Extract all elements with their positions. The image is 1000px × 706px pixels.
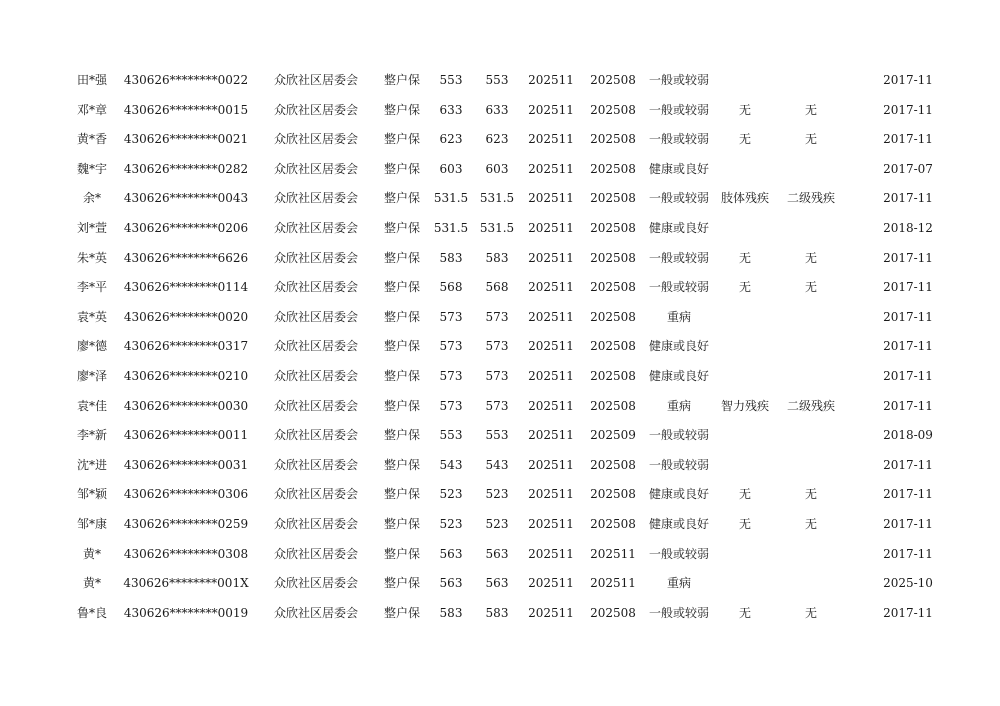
cell-id-number: 430626********0306 bbox=[123, 487, 249, 502]
cell-name: 李*新 bbox=[76, 428, 107, 443]
cell-name: 袁*佳 bbox=[76, 398, 107, 413]
cell-id-number: 430626********0206 bbox=[123, 220, 249, 235]
cell-health-status: 一般或较弱 bbox=[648, 605, 709, 620]
cell-amount-total: 563 bbox=[485, 546, 509, 561]
cell-issue-month: 202511 bbox=[528, 516, 574, 531]
table-row bbox=[68, 392, 940, 422]
records-body bbox=[68, 66, 940, 628]
table-row bbox=[68, 96, 940, 126]
cell-disability-type bbox=[714, 66, 776, 96]
cell-name: 黄*香 bbox=[76, 132, 107, 147]
cell-start-month: 202508 bbox=[590, 191, 636, 206]
cell-amount-total: 583 bbox=[485, 605, 509, 620]
cell-spacer bbox=[846, 332, 876, 362]
cell-approval-date: 2017-11 bbox=[883, 487, 933, 502]
cell-approval-date: 2017-11 bbox=[883, 457, 933, 472]
cell-id-number: 430626********0022 bbox=[123, 73, 249, 87]
cell-issue-month: 202511 bbox=[528, 457, 574, 472]
cell-organization: 众欣社区居委会 bbox=[273, 280, 358, 295]
cell-disability-level bbox=[776, 332, 846, 362]
cell-amount-total: 573 bbox=[485, 398, 509, 413]
table-row bbox=[68, 510, 940, 540]
cell-spacer bbox=[846, 599, 876, 629]
cell-name: 邹*康 bbox=[76, 516, 107, 531]
cell-disability-type: 无 bbox=[738, 605, 751, 620]
cell-health-status: 重病 bbox=[666, 398, 691, 413]
cell-issue-month: 202511 bbox=[528, 309, 574, 324]
cell-disability-type: 无 bbox=[738, 102, 751, 117]
cell-health-status: 一般或较弱 bbox=[648, 457, 709, 472]
cell-approval-date: 2017-11 bbox=[883, 309, 933, 324]
cell-disability-level: 无 bbox=[804, 280, 817, 295]
cell-start-month: 202508 bbox=[590, 487, 636, 502]
cell-spacer bbox=[846, 273, 876, 303]
cell-amount-total: 553 bbox=[485, 428, 509, 443]
cell-disability-level: 无 bbox=[804, 102, 817, 117]
cell-approval-date: 2017-07 bbox=[883, 161, 933, 176]
cell-organization: 众欣社区居委会 bbox=[273, 368, 358, 383]
cell-organization: 众欣社区居委会 bbox=[273, 398, 358, 413]
cell-start-month: 202508 bbox=[590, 516, 636, 531]
cell-organization: 众欣社区居委会 bbox=[273, 73, 358, 87]
cell-assistance-type: 整户保 bbox=[383, 339, 420, 354]
cell-spacer bbox=[846, 214, 876, 244]
cell-disability-type: 无 bbox=[738, 516, 751, 531]
cell-assistance-type: 整户保 bbox=[383, 250, 420, 265]
cell-disability-type bbox=[714, 214, 776, 244]
cell-disability-type bbox=[714, 569, 776, 599]
cell-disability-type bbox=[714, 540, 776, 570]
cell-id-number: 430626********0020 bbox=[123, 309, 249, 324]
cell-approval-date: 2017-11 bbox=[883, 516, 933, 531]
cell-health-status: 一般或较弱 bbox=[648, 132, 709, 147]
cell-health-status: 一般或较弱 bbox=[648, 73, 709, 87]
cell-name: 刘*萱 bbox=[76, 220, 107, 235]
cell-spacer bbox=[846, 362, 876, 392]
cell-amount-total: 633 bbox=[485, 102, 509, 117]
table-row bbox=[68, 540, 940, 570]
cell-name: 魏*宇 bbox=[76, 161, 107, 176]
table-row bbox=[68, 362, 940, 392]
cell-disability-type: 无 bbox=[738, 487, 751, 502]
cell-issue-month: 202511 bbox=[528, 487, 574, 502]
cell-issue-month: 202511 bbox=[528, 161, 574, 176]
cell-organization: 众欣社区居委会 bbox=[273, 605, 358, 620]
cell-amount: 633 bbox=[439, 102, 463, 117]
cell-approval-date: 2017-11 bbox=[883, 605, 933, 620]
cell-amount-total: 583 bbox=[485, 250, 509, 265]
cell-health-status: 一般或较弱 bbox=[648, 102, 709, 117]
table-row bbox=[68, 125, 940, 155]
table-row bbox=[68, 569, 940, 599]
cell-amount-total: 573 bbox=[485, 368, 509, 383]
cell-disability-type: 智力残疾 bbox=[720, 398, 769, 413]
cell-disability-type bbox=[714, 362, 776, 392]
cell-amount: 573 bbox=[439, 309, 463, 324]
cell-issue-month: 202511 bbox=[528, 368, 574, 383]
cell-organization: 众欣社区居委会 bbox=[273, 339, 358, 354]
cell-assistance-type: 整户保 bbox=[383, 428, 420, 443]
cell-spacer bbox=[846, 184, 876, 214]
cell-disability-level bbox=[776, 569, 846, 599]
cell-health-status: 健康或良好 bbox=[648, 339, 709, 354]
cell-issue-month: 202511 bbox=[528, 250, 574, 265]
cell-disability-type: 无 bbox=[738, 280, 751, 295]
table-row bbox=[68, 421, 940, 451]
cell-organization: 众欣社区居委会 bbox=[273, 191, 358, 206]
cell-spacer bbox=[846, 244, 876, 274]
cell-spacer bbox=[846, 510, 876, 540]
cell-disability-type bbox=[714, 332, 776, 362]
cell-assistance-type: 整户保 bbox=[383, 487, 420, 502]
cell-disability-level: 二级残疾 bbox=[786, 191, 835, 206]
cell-amount: 543 bbox=[439, 457, 463, 472]
cell-organization: 众欣社区居委会 bbox=[273, 309, 358, 324]
cell-issue-month: 202511 bbox=[528, 220, 574, 235]
cell-issue-month: 202511 bbox=[528, 546, 574, 561]
cell-issue-month: 202511 bbox=[528, 132, 574, 147]
cell-amount-total: 563 bbox=[485, 576, 509, 591]
cell-spacer bbox=[846, 421, 876, 451]
cell-id-number: 430626********0019 bbox=[123, 605, 249, 620]
cell-amount: 553 bbox=[439, 428, 463, 443]
cell-disability-type bbox=[714, 421, 776, 451]
table-row bbox=[68, 66, 940, 96]
cell-spacer bbox=[846, 540, 876, 570]
cell-name: 朱*英 bbox=[76, 250, 107, 265]
cell-disability-type: 无 bbox=[738, 132, 751, 147]
cell-assistance-type: 整户保 bbox=[383, 516, 420, 531]
cell-approval-date: 2017-11 bbox=[883, 339, 933, 354]
cell-start-month: 202511 bbox=[590, 546, 636, 561]
cell-start-month: 202509 bbox=[590, 428, 636, 443]
cell-approval-date: 2017-11 bbox=[883, 191, 933, 206]
cell-amount: 531.5 bbox=[433, 191, 469, 206]
cell-start-month: 202508 bbox=[590, 102, 636, 117]
cell-name: 李*平 bbox=[76, 280, 107, 295]
cell-organization: 众欣社区居委会 bbox=[273, 220, 358, 235]
cell-assistance-type: 整户保 bbox=[383, 576, 420, 591]
cell-start-month: 202508 bbox=[590, 398, 636, 413]
cell-disability-level: 无 bbox=[804, 487, 817, 502]
cell-id-number: 430626********0031 bbox=[123, 457, 249, 472]
cell-health-status: 一般或较弱 bbox=[648, 191, 709, 206]
cell-organization: 众欣社区居委会 bbox=[273, 487, 358, 502]
table-row bbox=[68, 303, 940, 333]
cell-organization: 众欣社区居委会 bbox=[273, 457, 358, 472]
table-row bbox=[68, 184, 940, 214]
cell-organization: 众欣社区居委会 bbox=[273, 576, 358, 591]
cell-amount-total: 603 bbox=[485, 161, 509, 176]
cell-start-month: 202508 bbox=[590, 457, 636, 472]
cell-issue-month: 202511 bbox=[528, 73, 574, 87]
table-row bbox=[68, 214, 940, 244]
cell-approval-date: 2017-11 bbox=[883, 546, 933, 561]
cell-assistance-type: 整户保 bbox=[383, 132, 420, 147]
cell-spacer bbox=[846, 155, 876, 185]
table-row bbox=[68, 332, 940, 362]
table-row bbox=[68, 155, 940, 185]
cell-spacer bbox=[846, 451, 876, 481]
cell-amount: 573 bbox=[439, 398, 463, 413]
cell-spacer bbox=[846, 96, 876, 126]
table-row bbox=[68, 451, 940, 481]
cell-disability-level bbox=[776, 362, 846, 392]
cell-amount: 531.5 bbox=[433, 220, 469, 235]
cell-assistance-type: 整户保 bbox=[383, 161, 420, 176]
cell-approval-date: 2017-11 bbox=[883, 368, 933, 383]
cell-start-month: 202508 bbox=[590, 220, 636, 235]
cell-amount-total: 568 bbox=[485, 280, 509, 295]
cell-start-month: 202508 bbox=[590, 161, 636, 176]
cell-disability-level: 二级残疾 bbox=[786, 398, 835, 413]
cell-organization: 众欣社区居委会 bbox=[273, 428, 358, 443]
cell-organization: 众欣社区居委会 bbox=[273, 132, 358, 147]
cell-disability-level: 无 bbox=[804, 132, 817, 147]
cell-issue-month: 202511 bbox=[528, 191, 574, 206]
cell-id-number: 430626********0317 bbox=[123, 339, 249, 354]
cell-organization: 众欣社区居委会 bbox=[273, 546, 358, 561]
records-table bbox=[68, 66, 940, 628]
cell-disability-type bbox=[714, 303, 776, 333]
cell-disability-level bbox=[776, 451, 846, 481]
cell-approval-date: 2025-10 bbox=[883, 576, 933, 591]
cell-issue-month: 202511 bbox=[528, 398, 574, 413]
cell-start-month: 202508 bbox=[590, 605, 636, 620]
cell-issue-month: 202511 bbox=[528, 428, 574, 443]
cell-amount-total: 523 bbox=[485, 516, 509, 531]
cell-assistance-type: 整户保 bbox=[383, 73, 420, 87]
cell-health-status: 健康或良好 bbox=[648, 161, 709, 176]
cell-health-status: 一般或较弱 bbox=[648, 546, 709, 561]
cell-health-status: 一般或较弱 bbox=[648, 280, 709, 295]
cell-issue-month: 202511 bbox=[528, 339, 574, 354]
cell-health-status: 一般或较弱 bbox=[648, 250, 709, 265]
cell-approval-date: 2017-11 bbox=[883, 102, 933, 117]
cell-amount-total: 553 bbox=[485, 73, 509, 87]
cell-spacer bbox=[846, 569, 876, 599]
cell-assistance-type: 整户保 bbox=[383, 220, 420, 235]
cell-start-month: 202508 bbox=[590, 73, 636, 87]
cell-health-status: 健康或良好 bbox=[648, 368, 709, 383]
cell-organization: 众欣社区居委会 bbox=[273, 250, 358, 265]
cell-approval-date: 2017-11 bbox=[883, 280, 933, 295]
cell-disability-level: 无 bbox=[804, 605, 817, 620]
cell-name: 鲁*良 bbox=[76, 605, 107, 620]
cell-start-month: 202508 bbox=[590, 368, 636, 383]
cell-amount: 553 bbox=[439, 73, 463, 87]
cell-id-number: 430626********6626 bbox=[123, 250, 249, 265]
cell-start-month: 202508 bbox=[590, 280, 636, 295]
cell-amount-total: 623 bbox=[485, 132, 509, 147]
cell-disability-level bbox=[776, 155, 846, 185]
cell-id-number: 430626********0011 bbox=[123, 428, 249, 443]
cell-name: 邹*颖 bbox=[76, 487, 107, 502]
cell-id-number: 430626********0210 bbox=[123, 368, 249, 383]
cell-disability-level: 无 bbox=[804, 250, 817, 265]
cell-organization: 众欣社区居委会 bbox=[273, 161, 358, 176]
cell-disability-type bbox=[714, 155, 776, 185]
cell-approval-date: 2017-11 bbox=[883, 398, 933, 413]
cell-name: 黄* bbox=[82, 546, 101, 561]
cell-amount: 603 bbox=[439, 161, 463, 176]
cell-disability-level bbox=[776, 66, 846, 96]
cell-id-number: 430626********0021 bbox=[123, 132, 249, 147]
cell-spacer bbox=[846, 303, 876, 333]
table-row bbox=[68, 244, 940, 274]
cell-assistance-type: 整户保 bbox=[383, 280, 420, 295]
cell-assistance-type: 整户保 bbox=[383, 309, 420, 324]
cell-spacer bbox=[846, 125, 876, 155]
cell-spacer bbox=[846, 66, 876, 96]
cell-amount-total: 531.5 bbox=[479, 191, 515, 206]
cell-organization: 众欣社区居委会 bbox=[273, 516, 358, 531]
cell-approval-date: 2017-11 bbox=[883, 250, 933, 265]
cell-health-status: 健康或良好 bbox=[648, 487, 709, 502]
cell-id-number: 430626********0259 bbox=[123, 516, 249, 531]
cell-disability-type: 肢体残疾 bbox=[720, 191, 769, 206]
cell-amount-total: 523 bbox=[485, 487, 509, 502]
cell-start-month: 202508 bbox=[590, 132, 636, 147]
cell-id-number: 430626********001X bbox=[123, 576, 249, 591]
cell-amount-total: 573 bbox=[485, 309, 509, 324]
cell-name: 余* bbox=[82, 191, 101, 206]
cell-id-number: 430626********0030 bbox=[123, 398, 249, 413]
cell-issue-month: 202511 bbox=[528, 576, 574, 591]
cell-disability-level: 无 bbox=[804, 516, 817, 531]
cell-id-number: 430626********0043 bbox=[123, 191, 249, 206]
cell-amount-total: 543 bbox=[485, 457, 509, 472]
cell-amount: 583 bbox=[439, 250, 463, 265]
cell-issue-month: 202511 bbox=[528, 102, 574, 117]
table-row bbox=[68, 599, 940, 629]
cell-assistance-type: 整户保 bbox=[383, 102, 420, 117]
cell-spacer bbox=[846, 392, 876, 422]
cell-amount: 523 bbox=[439, 487, 463, 502]
cell-start-month: 202511 bbox=[590, 576, 636, 591]
cell-disability-level bbox=[776, 421, 846, 451]
cell-disability-level bbox=[776, 303, 846, 333]
cell-health-status: 健康或良好 bbox=[648, 516, 709, 531]
cell-name: 廖*泽 bbox=[76, 368, 107, 383]
cell-name: 袁*英 bbox=[76, 309, 107, 324]
cell-amount: 568 bbox=[439, 280, 463, 295]
cell-assistance-type: 整户保 bbox=[383, 605, 420, 620]
cell-amount: 573 bbox=[439, 368, 463, 383]
cell-disability-type: 无 bbox=[738, 250, 751, 265]
cell-name: 沈*进 bbox=[76, 457, 107, 472]
cell-amount: 563 bbox=[439, 576, 463, 591]
cell-assistance-type: 整户保 bbox=[383, 368, 420, 383]
cell-health-status: 一般或较弱 bbox=[648, 428, 709, 443]
cell-spacer bbox=[846, 480, 876, 510]
cell-name: 邓*章 bbox=[76, 102, 107, 117]
cell-id-number: 430626********0114 bbox=[123, 280, 249, 295]
cell-health-status: 重病 bbox=[666, 576, 691, 591]
cell-name: 黄* bbox=[82, 576, 101, 591]
cell-id-number: 430626********0308 bbox=[123, 546, 249, 561]
cell-issue-month: 202511 bbox=[528, 280, 574, 295]
cell-health-status: 重病 bbox=[666, 309, 691, 324]
cell-start-month: 202508 bbox=[590, 250, 636, 265]
cell-amount-total: 573 bbox=[485, 339, 509, 354]
cell-assistance-type: 整户保 bbox=[383, 457, 420, 472]
cell-start-month: 202508 bbox=[590, 339, 636, 354]
cell-amount: 573 bbox=[439, 339, 463, 354]
cell-amount: 623 bbox=[439, 132, 463, 147]
cell-name: 田*强 bbox=[76, 73, 107, 87]
cell-approval-date: 2018-12 bbox=[883, 220, 933, 235]
cell-id-number: 430626********0015 bbox=[123, 102, 249, 117]
cell-issue-month: 202511 bbox=[528, 605, 574, 620]
cell-assistance-type: 整户保 bbox=[383, 191, 420, 206]
table-row bbox=[68, 480, 940, 510]
cell-disability-level bbox=[776, 214, 846, 244]
cell-approval-date: 2017-11 bbox=[883, 73, 933, 87]
cell-start-month: 202508 bbox=[590, 309, 636, 324]
cell-id-number: 430626********0282 bbox=[123, 161, 249, 176]
cell-amount: 563 bbox=[439, 546, 463, 561]
cell-disability-level bbox=[776, 540, 846, 570]
cell-amount: 583 bbox=[439, 605, 463, 620]
cell-name: 廖*德 bbox=[76, 339, 107, 354]
cell-organization: 众欣社区居委会 bbox=[273, 102, 358, 117]
cell-approval-date: 2018-09 bbox=[883, 428, 933, 443]
cell-assistance-type: 整户保 bbox=[383, 398, 420, 413]
cell-amount: 523 bbox=[439, 516, 463, 531]
cell-amount-total: 531.5 bbox=[479, 220, 515, 235]
table-row bbox=[68, 273, 940, 303]
cell-approval-date: 2017-11 bbox=[883, 132, 933, 147]
cell-health-status: 健康或良好 bbox=[648, 220, 709, 235]
cell-assistance-type: 整户保 bbox=[383, 546, 420, 561]
cell-disability-type bbox=[714, 451, 776, 481]
